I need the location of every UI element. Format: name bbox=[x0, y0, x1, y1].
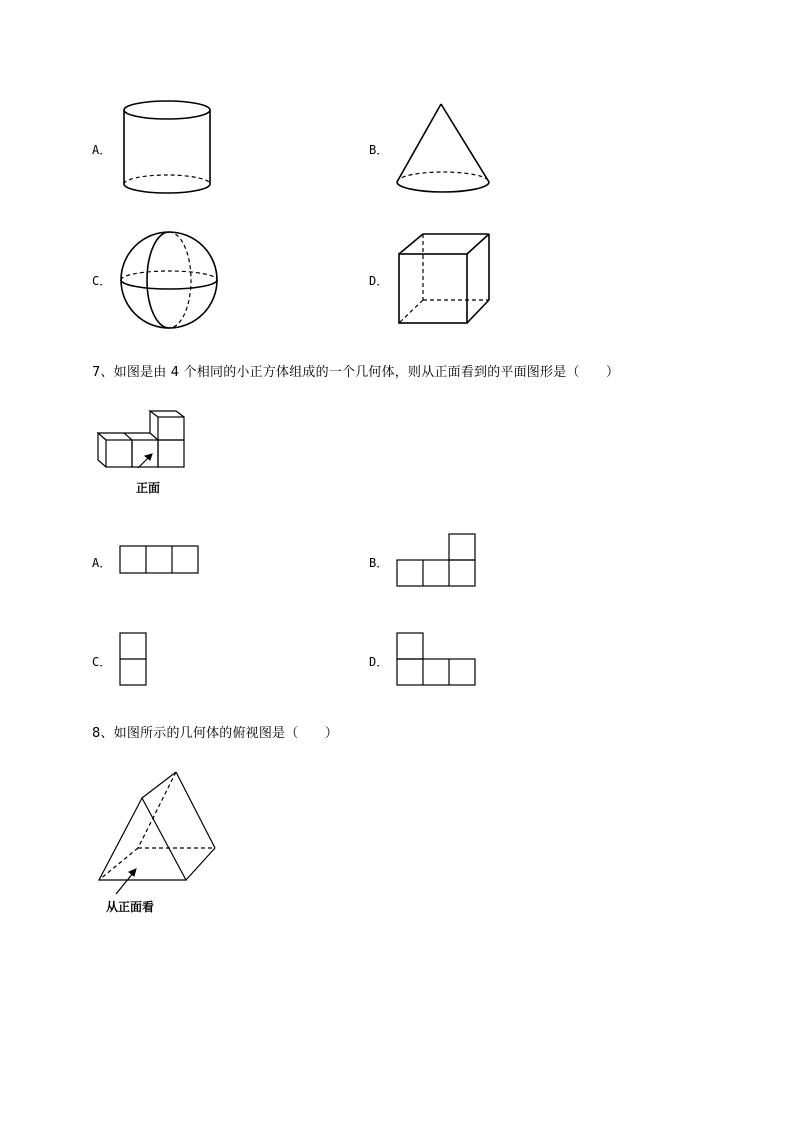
l-shape-left-icon bbox=[395, 631, 479, 689]
option-c-label: C． bbox=[92, 274, 112, 288]
option-b-label: B． bbox=[369, 143, 389, 157]
cylinder-icon bbox=[118, 98, 218, 198]
q7-option-d-label: D． bbox=[369, 655, 389, 669]
question-8-text: 8、如图所示的几何体的俯视图是（ ） bbox=[92, 726, 339, 741]
triangular-prism-figure bbox=[94, 768, 222, 890]
question-7-text: 7、如图是由 4 个相同的小正方体组成的一个几何体，则从正面看到的平面图形是（ ） bbox=[92, 365, 620, 380]
sphere-icon bbox=[117, 228, 221, 332]
q7-option-a-label: A． bbox=[92, 556, 112, 570]
option-d-label: D． bbox=[369, 274, 389, 288]
cube-stack-figure bbox=[94, 408, 194, 470]
q7-option-b-label: B． bbox=[369, 556, 389, 570]
cone-icon bbox=[392, 98, 496, 198]
option-a-label: A． bbox=[92, 143, 112, 157]
q7-option-c-label: C． bbox=[92, 655, 112, 669]
figure-caption-view-from-front: 从正面看 bbox=[106, 900, 155, 914]
figure-caption-front: 正面 bbox=[136, 481, 161, 495]
three-squares-row-icon bbox=[118, 544, 202, 576]
cube-icon bbox=[395, 230, 495, 330]
l-shape-right-icon bbox=[395, 532, 479, 590]
two-squares-column-icon bbox=[118, 631, 150, 689]
